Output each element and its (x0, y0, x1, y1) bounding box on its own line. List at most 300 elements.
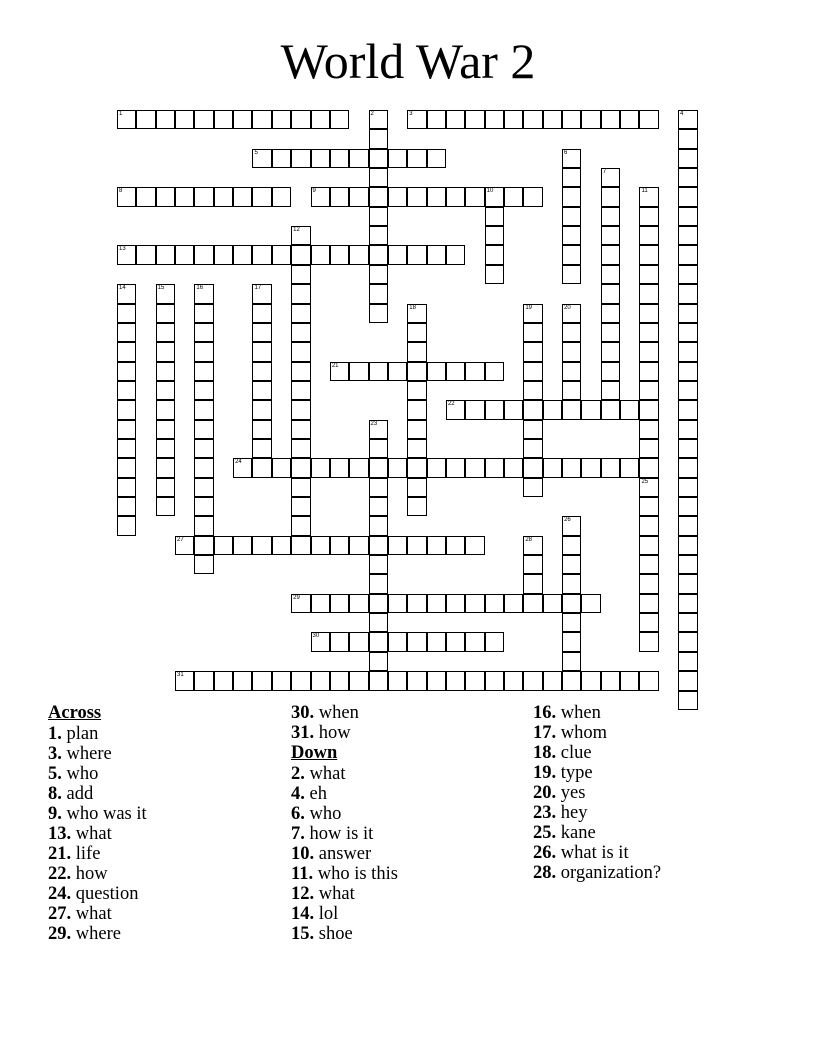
grid-cell[interactable] (291, 149, 310, 168)
grid-cell[interactable] (369, 149, 388, 168)
grid-cell[interactable] (562, 400, 581, 419)
grid-cell[interactable] (678, 671, 697, 690)
grid-cell[interactable] (369, 304, 388, 323)
grid-cell[interactable] (446, 245, 465, 264)
grid-cell[interactable] (678, 574, 697, 593)
grid-cell[interactable] (175, 245, 194, 264)
grid-cell[interactable] (639, 362, 658, 381)
grid-cell[interactable] (639, 594, 658, 613)
grid-cell[interactable] (388, 458, 407, 477)
grid-cell[interactable] (485, 187, 504, 206)
grid-cell[interactable] (369, 187, 388, 206)
grid-cell[interactable] (601, 284, 620, 303)
grid-cell[interactable] (291, 458, 310, 477)
grid-cell[interactable] (407, 497, 426, 516)
grid-cell[interactable] (117, 439, 136, 458)
grid-cell[interactable] (349, 632, 368, 651)
grid-cell[interactable] (543, 110, 562, 129)
grid-cell[interactable] (562, 323, 581, 342)
grid-cell[interactable] (252, 671, 271, 690)
grid-cell[interactable] (562, 632, 581, 651)
grid-cell[interactable] (117, 110, 136, 129)
grid-cell[interactable] (291, 342, 310, 361)
grid-cell[interactable] (388, 594, 407, 613)
grid-cell[interactable] (272, 187, 291, 206)
grid-cell[interactable] (639, 323, 658, 342)
grid-cell[interactable] (194, 342, 213, 361)
grid-cell[interactable] (272, 110, 291, 129)
grid-cell[interactable] (427, 671, 446, 690)
grid-cell[interactable] (194, 362, 213, 381)
grid-cell[interactable] (369, 207, 388, 226)
grid-cell[interactable] (156, 284, 175, 303)
grid-cell[interactable] (194, 458, 213, 477)
grid-cell[interactable] (562, 110, 581, 129)
grid-cell[interactable] (543, 458, 562, 477)
grid-cell[interactable] (175, 187, 194, 206)
grid-cell[interactable] (678, 342, 697, 361)
grid-cell[interactable] (407, 110, 426, 129)
grid-cell[interactable] (291, 594, 310, 613)
grid-cell[interactable] (291, 420, 310, 439)
grid-cell[interactable] (523, 420, 542, 439)
grid-cell[interactable] (601, 342, 620, 361)
grid-cell[interactable] (465, 400, 484, 419)
grid-cell[interactable] (562, 207, 581, 226)
grid-cell[interactable] (388, 149, 407, 168)
grid-cell[interactable] (678, 207, 697, 226)
grid-cell[interactable] (601, 381, 620, 400)
grid-cell[interactable] (388, 671, 407, 690)
grid-cell[interactable] (156, 420, 175, 439)
grid-cell[interactable] (233, 110, 252, 129)
grid-cell[interactable] (311, 149, 330, 168)
grid-cell[interactable] (427, 594, 446, 613)
grid-cell[interactable] (601, 304, 620, 323)
grid-cell[interactable] (678, 226, 697, 245)
grid-cell[interactable] (639, 478, 658, 497)
grid-cell[interactable] (504, 458, 523, 477)
grid-cell[interactable] (485, 265, 504, 284)
grid-cell[interactable] (117, 400, 136, 419)
grid-cell[interactable] (678, 536, 697, 555)
grid-cell[interactable] (678, 284, 697, 303)
grid-cell[interactable] (349, 149, 368, 168)
grid-cell[interactable] (465, 187, 484, 206)
grid-cell[interactable] (446, 671, 465, 690)
grid-cell[interactable] (291, 110, 310, 129)
grid-cell[interactable] (465, 536, 484, 555)
grid-cell[interactable] (427, 536, 446, 555)
grid-cell[interactable] (485, 245, 504, 264)
grid-cell[interactable] (194, 478, 213, 497)
grid-cell[interactable] (291, 284, 310, 303)
grid-cell[interactable] (581, 400, 600, 419)
grid-cell[interactable] (639, 613, 658, 632)
grid-cell[interactable] (194, 304, 213, 323)
grid-cell[interactable] (678, 632, 697, 651)
grid-cell[interactable] (523, 458, 542, 477)
grid-cell[interactable] (252, 362, 271, 381)
grid-cell[interactable] (349, 187, 368, 206)
grid-cell[interactable] (194, 555, 213, 574)
grid-cell[interactable] (252, 110, 271, 129)
grid-cell[interactable] (369, 555, 388, 574)
grid-cell[interactable] (311, 187, 330, 206)
grid-cell[interactable] (156, 439, 175, 458)
grid-cell[interactable] (156, 381, 175, 400)
grid-cell[interactable] (523, 555, 542, 574)
grid-cell[interactable] (291, 439, 310, 458)
grid-cell[interactable] (678, 478, 697, 497)
grid-cell[interactable] (407, 400, 426, 419)
grid-cell[interactable] (136, 110, 155, 129)
grid-cell[interactable] (678, 613, 697, 632)
grid-cell[interactable] (543, 671, 562, 690)
grid-cell[interactable] (446, 110, 465, 129)
grid-cell[interactable] (523, 400, 542, 419)
grid-cell[interactable] (156, 458, 175, 477)
grid-cell[interactable] (330, 187, 349, 206)
grid-cell[interactable] (485, 226, 504, 245)
grid-cell[interactable] (291, 323, 310, 342)
grid-cell[interactable] (523, 342, 542, 361)
grid-cell[interactable] (407, 304, 426, 323)
grid-cell[interactable] (678, 187, 697, 206)
grid-cell[interactable] (369, 632, 388, 651)
grid-cell[interactable] (678, 265, 697, 284)
grid-cell[interactable] (601, 226, 620, 245)
grid-cell[interactable] (678, 458, 697, 477)
grid-cell[interactable] (311, 632, 330, 651)
grid-cell[interactable] (117, 458, 136, 477)
grid-cell[interactable] (639, 110, 658, 129)
grid-cell[interactable] (581, 110, 600, 129)
grid-cell[interactable] (446, 187, 465, 206)
grid-cell[interactable] (330, 536, 349, 555)
grid-cell[interactable] (639, 304, 658, 323)
grid-cell[interactable] (639, 245, 658, 264)
grid-cell[interactable] (523, 362, 542, 381)
grid-cell[interactable] (562, 226, 581, 245)
grid-cell[interactable] (117, 497, 136, 516)
grid-cell[interactable] (330, 362, 349, 381)
grid-cell[interactable] (465, 632, 484, 651)
grid-cell[interactable] (678, 110, 697, 129)
grid-cell[interactable] (407, 245, 426, 264)
grid-cell[interactable] (427, 362, 446, 381)
grid-cell[interactable] (485, 400, 504, 419)
grid-cell[interactable] (291, 400, 310, 419)
grid-cell[interactable] (369, 516, 388, 535)
grid-cell[interactable] (252, 439, 271, 458)
grid-cell[interactable] (291, 226, 310, 245)
grid-cell[interactable] (117, 342, 136, 361)
grid-cell[interactable] (156, 478, 175, 497)
grid-cell[interactable] (562, 555, 581, 574)
grid-cell[interactable] (485, 110, 504, 129)
grid-cell[interactable] (311, 671, 330, 690)
grid-cell[interactable] (291, 245, 310, 264)
grid-cell[interactable] (562, 149, 581, 168)
grid-cell[interactable] (252, 342, 271, 361)
grid-cell[interactable] (485, 458, 504, 477)
grid-cell[interactable] (601, 207, 620, 226)
grid-cell[interactable] (465, 594, 484, 613)
grid-cell[interactable] (272, 536, 291, 555)
grid-cell[interactable] (349, 594, 368, 613)
grid-cell[interactable] (639, 497, 658, 516)
grid-cell[interactable] (485, 207, 504, 226)
grid-cell[interactable] (523, 323, 542, 342)
grid-cell[interactable] (523, 671, 542, 690)
grid-cell[interactable] (291, 304, 310, 323)
grid-cell[interactable] (388, 245, 407, 264)
grid-cell[interactable] (311, 245, 330, 264)
grid-cell[interactable] (369, 245, 388, 264)
grid-cell[interactable] (272, 458, 291, 477)
grid-cell[interactable] (485, 632, 504, 651)
grid-cell[interactable] (407, 420, 426, 439)
grid-cell[interactable] (427, 187, 446, 206)
grid-cell[interactable] (523, 187, 542, 206)
grid-cell[interactable] (194, 420, 213, 439)
grid-cell[interactable] (639, 420, 658, 439)
grid-cell[interactable] (523, 594, 542, 613)
grid-cell[interactable] (639, 265, 658, 284)
grid-cell[interactable] (407, 381, 426, 400)
grid-cell[interactable] (349, 245, 368, 264)
grid-cell[interactable] (678, 555, 697, 574)
grid-cell[interactable] (369, 129, 388, 148)
grid-cell[interactable] (117, 478, 136, 497)
grid-cell[interactable] (407, 342, 426, 361)
grid-cell[interactable] (194, 381, 213, 400)
grid-cell[interactable] (562, 342, 581, 361)
grid-cell[interactable] (639, 342, 658, 361)
grid-cell[interactable] (601, 323, 620, 342)
grid-cell[interactable] (407, 478, 426, 497)
grid-cell[interactable] (504, 594, 523, 613)
grid-cell[interactable] (601, 168, 620, 187)
grid-cell[interactable] (581, 671, 600, 690)
grid-cell[interactable] (214, 671, 233, 690)
grid-cell[interactable] (446, 458, 465, 477)
grid-cell[interactable] (252, 400, 271, 419)
grid-cell[interactable] (407, 671, 426, 690)
grid-cell[interactable] (194, 516, 213, 535)
grid-cell[interactable] (291, 671, 310, 690)
grid-cell[interactable] (678, 400, 697, 419)
grid-cell[interactable] (465, 110, 484, 129)
grid-cell[interactable] (427, 110, 446, 129)
grid-cell[interactable] (485, 594, 504, 613)
grid-cell[interactable] (175, 110, 194, 129)
grid-cell[interactable] (407, 458, 426, 477)
grid-cell[interactable] (678, 497, 697, 516)
grid-cell[interactable] (639, 187, 658, 206)
grid-cell[interactable] (562, 613, 581, 632)
grid-cell[interactable] (291, 516, 310, 535)
grid-cell[interactable] (407, 149, 426, 168)
grid-cell[interactable] (562, 245, 581, 264)
grid-cell[interactable] (291, 536, 310, 555)
grid-cell[interactable] (543, 400, 562, 419)
grid-cell[interactable] (388, 362, 407, 381)
grid-cell[interactable] (156, 187, 175, 206)
grid-cell[interactable] (465, 458, 484, 477)
grid-cell[interactable] (311, 536, 330, 555)
grid-cell[interactable] (194, 323, 213, 342)
grid-cell[interactable] (214, 245, 233, 264)
grid-cell[interactable] (369, 226, 388, 245)
grid-cell[interactable] (562, 381, 581, 400)
grid-cell[interactable] (639, 632, 658, 651)
grid-cell[interactable] (562, 671, 581, 690)
grid-cell[interactable] (678, 652, 697, 671)
grid-cell[interactable] (194, 187, 213, 206)
grid-cell[interactable] (388, 632, 407, 651)
grid-cell[interactable] (194, 497, 213, 516)
grid-cell[interactable] (369, 284, 388, 303)
grid-cell[interactable] (194, 671, 213, 690)
grid-cell[interactable] (446, 594, 465, 613)
grid-cell[interactable] (117, 381, 136, 400)
grid-cell[interactable] (639, 207, 658, 226)
grid-cell[interactable] (523, 478, 542, 497)
grid-cell[interactable] (678, 381, 697, 400)
grid-cell[interactable] (369, 110, 388, 129)
grid-cell[interactable] (252, 284, 271, 303)
grid-cell[interactable] (407, 323, 426, 342)
grid-cell[interactable] (330, 245, 349, 264)
grid-cell[interactable] (252, 304, 271, 323)
grid-cell[interactable] (194, 245, 213, 264)
grid-cell[interactable] (678, 129, 697, 148)
grid-cell[interactable] (233, 671, 252, 690)
grid-cell[interactable] (117, 362, 136, 381)
grid-cell[interactable] (272, 671, 291, 690)
grid-cell[interactable] (639, 671, 658, 690)
grid-cell[interactable] (330, 632, 349, 651)
grid-cell[interactable] (156, 323, 175, 342)
grid-cell[interactable] (291, 478, 310, 497)
grid-cell[interactable] (291, 362, 310, 381)
grid-cell[interactable] (543, 594, 562, 613)
grid-cell[interactable] (620, 110, 639, 129)
grid-cell[interactable] (214, 110, 233, 129)
grid-cell[interactable] (639, 574, 658, 593)
grid-cell[interactable] (194, 110, 213, 129)
grid-cell[interactable] (504, 400, 523, 419)
grid-cell[interactable] (349, 671, 368, 690)
grid-cell[interactable] (291, 381, 310, 400)
grid-cell[interactable] (330, 149, 349, 168)
grid-cell[interactable] (214, 536, 233, 555)
grid-cell[interactable] (214, 187, 233, 206)
grid-cell[interactable] (407, 439, 426, 458)
grid-cell[interactable] (291, 497, 310, 516)
grid-cell[interactable] (369, 458, 388, 477)
grid-cell[interactable] (369, 265, 388, 284)
grid-cell[interactable] (388, 187, 407, 206)
grid-cell[interactable] (601, 245, 620, 264)
grid-cell[interactable] (678, 323, 697, 342)
grid-cell[interactable] (369, 536, 388, 555)
grid-cell[interactable] (194, 536, 213, 555)
grid-cell[interactable] (272, 149, 291, 168)
grid-cell[interactable] (562, 265, 581, 284)
grid-cell[interactable] (523, 304, 542, 323)
grid-cell[interactable] (504, 110, 523, 129)
grid-cell[interactable] (678, 516, 697, 535)
grid-cell[interactable] (369, 497, 388, 516)
grid-cell[interactable] (156, 304, 175, 323)
grid-cell[interactable] (678, 362, 697, 381)
grid-cell[interactable] (369, 168, 388, 187)
grid-cell[interactable] (136, 187, 155, 206)
grid-cell[interactable] (562, 516, 581, 535)
grid-cell[interactable] (639, 381, 658, 400)
grid-cell[interactable] (136, 245, 155, 264)
grid-cell[interactable] (156, 110, 175, 129)
grid-cell[interactable] (330, 671, 349, 690)
grid-cell[interactable] (620, 671, 639, 690)
grid-cell[interactable] (562, 594, 581, 613)
grid-cell[interactable] (369, 439, 388, 458)
grid-cell[interactable] (369, 478, 388, 497)
grid-cell[interactable] (252, 323, 271, 342)
grid-cell[interactable] (156, 400, 175, 419)
grid-cell[interactable] (156, 497, 175, 516)
grid-cell[interactable] (330, 458, 349, 477)
grid-cell[interactable] (194, 400, 213, 419)
grid-cell[interactable] (407, 594, 426, 613)
grid-cell[interactable] (523, 574, 542, 593)
grid-cell[interactable] (639, 555, 658, 574)
grid-cell[interactable] (369, 652, 388, 671)
grid-cell[interactable] (562, 458, 581, 477)
grid-cell[interactable] (311, 594, 330, 613)
grid-cell[interactable] (485, 671, 504, 690)
grid-cell[interactable] (369, 362, 388, 381)
grid-cell[interactable] (678, 304, 697, 323)
grid-cell[interactable] (678, 691, 697, 710)
grid-cell[interactable] (446, 400, 465, 419)
grid-cell[interactable] (252, 381, 271, 400)
grid-cell[interactable] (175, 536, 194, 555)
grid-cell[interactable] (156, 342, 175, 361)
grid-cell[interactable] (252, 458, 271, 477)
grid-cell[interactable] (194, 284, 213, 303)
grid-cell[interactable] (175, 671, 194, 690)
grid-cell[interactable] (678, 245, 697, 264)
grid-cell[interactable] (465, 671, 484, 690)
grid-cell[interactable] (601, 265, 620, 284)
grid-cell[interactable] (252, 149, 271, 168)
grid-cell[interactable] (156, 362, 175, 381)
grid-cell[interactable] (156, 245, 175, 264)
grid-cell[interactable] (369, 671, 388, 690)
grid-cell[interactable] (427, 149, 446, 168)
grid-cell[interactable] (639, 536, 658, 555)
grid-cell[interactable] (504, 671, 523, 690)
grid-cell[interactable] (678, 594, 697, 613)
grid-cell[interactable] (272, 245, 291, 264)
grid-cell[interactable] (388, 536, 407, 555)
grid-cell[interactable] (446, 362, 465, 381)
grid-cell[interactable] (639, 458, 658, 477)
